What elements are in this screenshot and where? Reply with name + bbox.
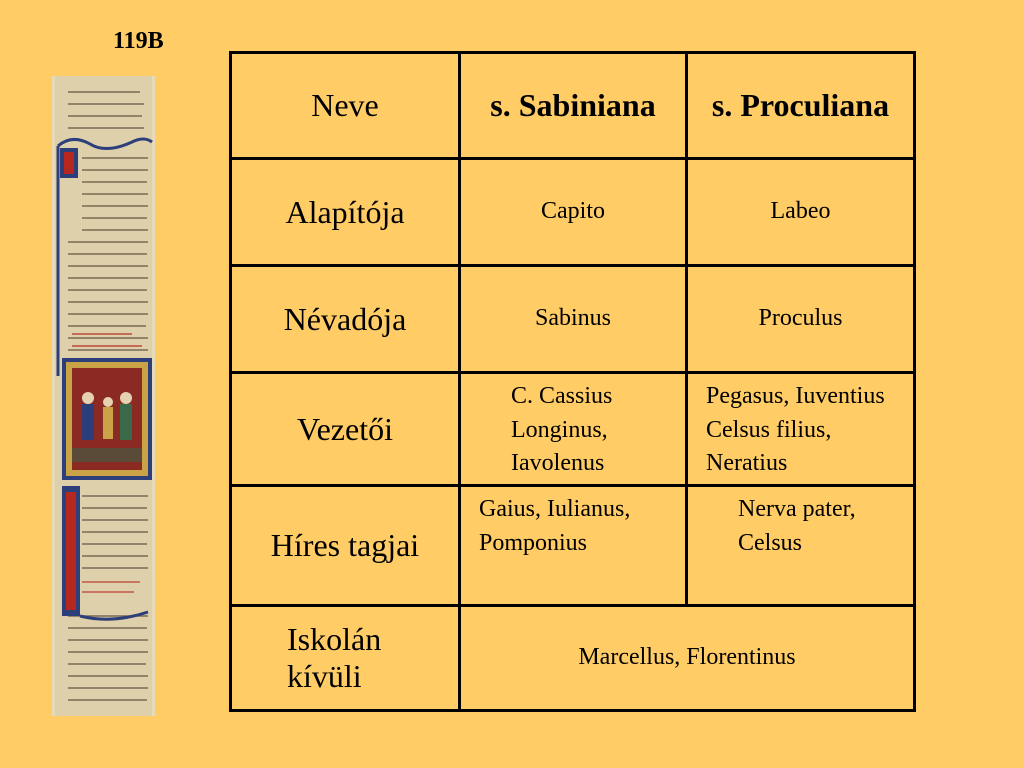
sabiniana-namesake: Sabinus (534, 305, 611, 332)
sabiniana-founder-cell (460, 159, 687, 266)
row-label-leaders: Vezetői (297, 410, 393, 447)
header-proculiana-cell (687, 53, 915, 159)
sabiniana-members: Gaius, Iulianus, Pomponius (479, 496, 631, 556)
header-label: Neve (311, 87, 379, 124)
row-label-members: Híres tagjai (270, 527, 420, 564)
table-row (231, 266, 915, 373)
proculiana-founder: Labeo (770, 198, 831, 225)
row-label-namesake: Névadója (283, 300, 407, 337)
outside-school-cell (460, 606, 915, 711)
proculiana-members: Nerva pater, Celsus (738, 496, 856, 556)
slide-number: 119B (113, 28, 164, 54)
table-row (231, 53, 915, 159)
header-sabiniana-cell (460, 53, 687, 159)
schools-comparison-table (229, 51, 916, 712)
table-row (231, 159, 915, 266)
proculiana-leaders: Pegasus, Iuventius Celsus filius, Neratius (706, 383, 885, 477)
sabiniana-members-cell (460, 486, 687, 606)
row-label-founder: Alapítója (285, 193, 405, 230)
table-row (231, 606, 915, 711)
proculiana-namesake-cell (687, 266, 915, 373)
row-label-cell (231, 486, 460, 606)
table-row (231, 486, 915, 606)
row-label-outside: Iskolán kívüli (287, 621, 382, 694)
proculiana-founder-cell (687, 159, 915, 266)
sabiniana-leaders-cell (460, 373, 687, 486)
header-proculiana: s. Proculiana (711, 87, 890, 124)
sabiniana-namesake-cell (460, 266, 687, 373)
row-label-cell (231, 266, 460, 373)
sabiniana-leaders: C. Cassius Longinus, Iavolenus (511, 383, 613, 477)
table-row (231, 373, 915, 486)
proculiana-leaders-cell (687, 373, 915, 486)
manuscript-image (52, 76, 155, 716)
sabiniana-founder: Capito (541, 198, 605, 225)
proculiana-members-cell (687, 486, 915, 606)
row-label-cell (231, 159, 460, 266)
row-label-cell (231, 373, 460, 486)
row-label-cell (231, 606, 460, 711)
header-label-cell (231, 53, 460, 159)
header-sabiniana: s. Sabiniana (490, 87, 656, 124)
outside-school-members: Marcellus, Florentinus (578, 644, 796, 671)
proculiana-namesake: Proculus (758, 305, 843, 332)
